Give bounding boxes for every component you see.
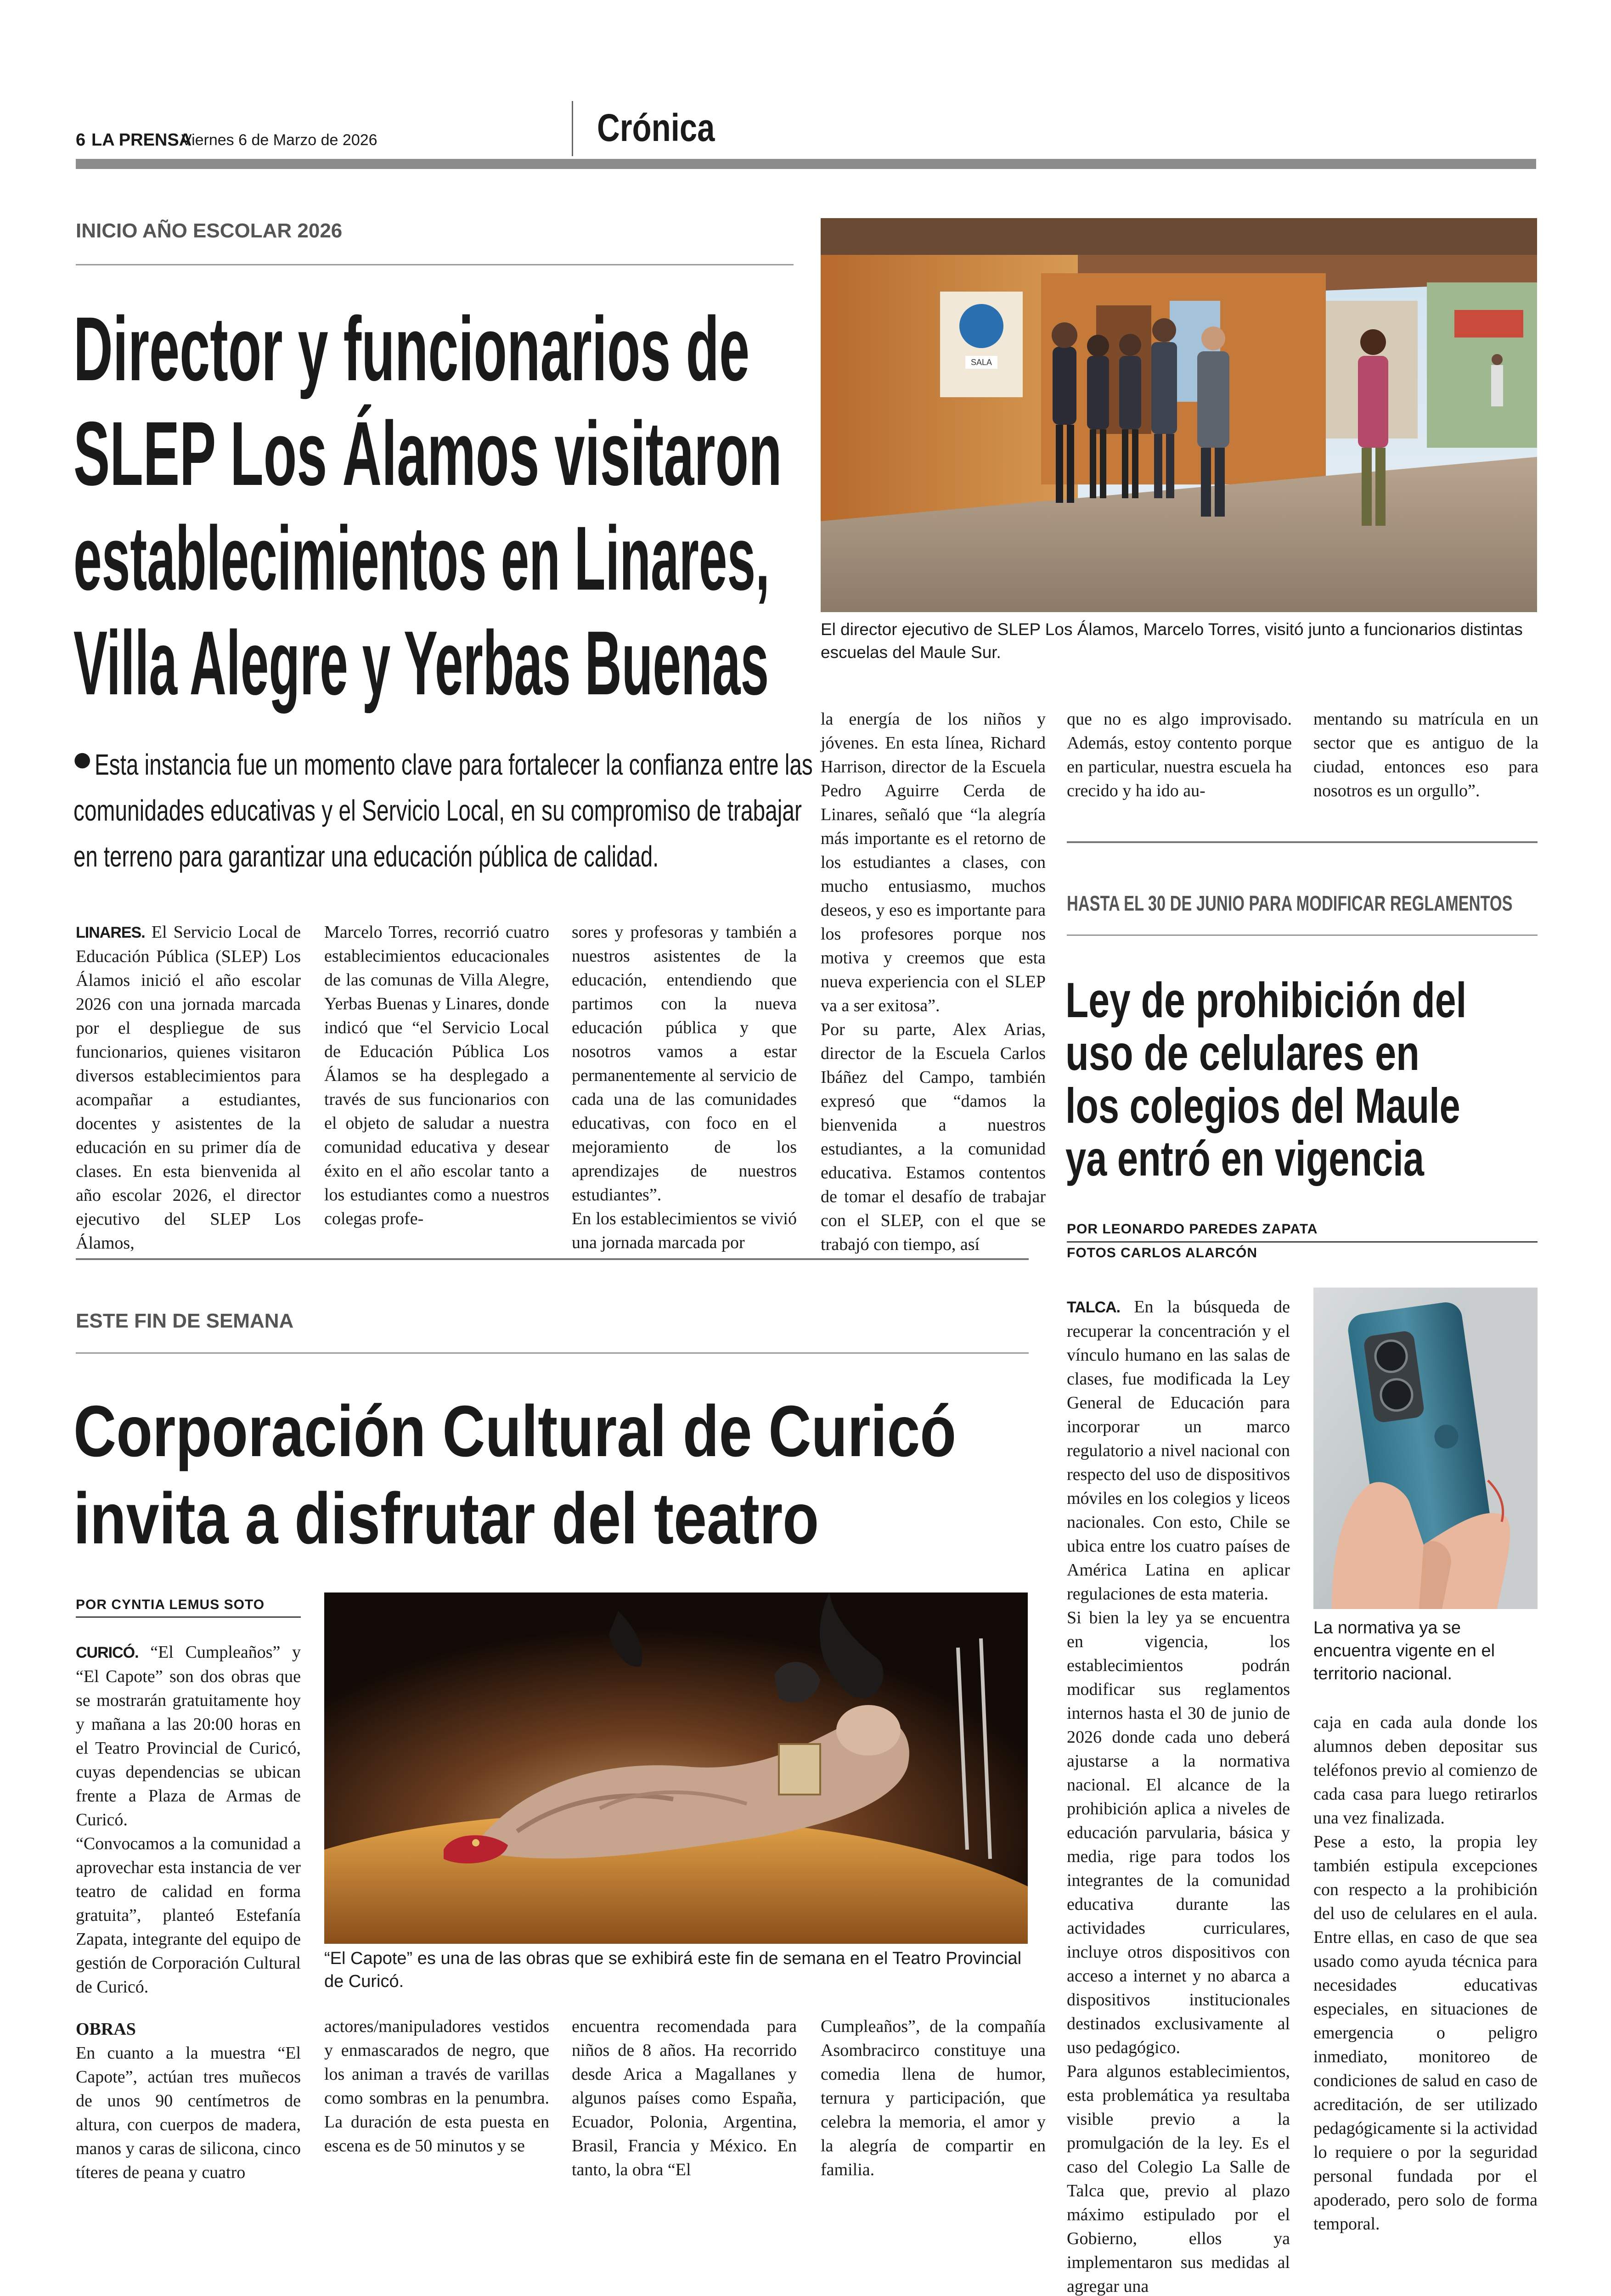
article2-col-1-p1: En la búsqueda de recuperar la concentración y el vínculo humano en las salas de clases, fue modificada la Ley General de Educación para incorporar un marco regulatorio a nivel nacional con respecto del uso de dispositivos móviles en los colegios y liceos nacionales. Con esto, Chile se ubica entre los cuatro países de América Latina en aplicar regulaciones de esta materia. [1067,1297,1290,1604]
page-number: 6 [76,130,86,150]
article2-photo-credit: FOTOS CARLOS ALARCÓN [1067,1245,1257,1261]
article2-col-1-p3: Para algunos establecimientos, esta problemática ya resultaba visible previo a la promulgación de la ley. Es el caso del Colegio La Salle de Talca que, previo al plazo máximo estipulado por el Gobierno, ellos ya implementaron sus medidas al agregar una [1067,2062,1290,2296]
article3-kicker: ESTE FIN DE SEMANA [76,1310,294,1332]
article1-col-5: que no es algo improvisado. Además, estoy contento porque en particular, nuestra escuela ha crecido y ha ido au- [1067,709,1292,800]
article3-col-2: actores/manipuladores vestidos y enmascarados de negro, que los animan a través de varillas como sombras en la penumbra. La duración de esta puesta en escena es de 50 minutos y se [324,2017,549,2155]
article1-headline-line-4: Villa Alegre y Yerbas Buenas [73,612,769,714]
article1-photo [821,218,1537,612]
article3-col-1-p2: “Convocamos a la comunidad a aprovechar esta instancia de ver teatro de calidad en forma gratuita”, planteó Estefanía Zapata, integrante del equipo de gestión de Corporación Cultural de Curicó. [76,1834,301,1997]
article3-kicker-rule [76,1352,1029,1354]
article2-headline-line-1: Ley de prohibición del [1065,972,1467,1028]
article1-col-3-p2: En los establecimientos se vivió una jornada marcada por [572,1209,797,1252]
paper-name: LA PRENSA [91,130,192,150]
article1-col-4-p1: la energía de los niños y jóvenes. En esta línea, Richard Harrison, director de la Escuela Pedro Aguirre Cerda de Linares, señaló que “la alegría más importante es el retorno de los estudiantes a clases, con mucho entusiasmo, muchos deseos, y eso es importante para los profesores porque nos motiva y creemos que esta nueva experiencia con el SLEP va a ser exitosa”. [821,709,1046,1015]
article1-kicker-rule [76,264,794,265]
article3-col-3: encuentra recomendada para niños de 8 años. Ha recorrido desde Arica a Magallanes y algunos países como España, Ecuador, Polonia, Argentina, Brasil, Francia y México. En tanto, la obra “El [572,2017,797,2179]
article1-photo-caption: El director ejecutivo de SLEP Los Álamos, Marcelo Torres, visitó junto a funcionarios distintas escuelas del Maule Sur. [821,620,1523,662]
issue-date: Viernes 6 de Marzo de 2026 [181,131,377,149]
article1-summary-line-1: Esta instancia fue un momento clave para fortalecer la confianza entre las [95,748,813,781]
article2-top-rule [1067,841,1538,843]
article2-photo [1313,1288,1538,1609]
article2-kicker: HASTA EL 30 DE JUNIO PARA MODIFICAR REGLAMENTOS [1067,891,1513,915]
article2-photo-caption: La normativa ya se encuentra vigente en el territorio nacional. [1313,1618,1495,1683]
article2-headline-line-3: los colegios del Maule [1065,1078,1460,1133]
phone-in-hand-photo [1313,1288,1538,1609]
article1-summary-line-3: en terreno para garantizar una educación pública de calidad. [73,840,659,873]
article3-photo-caption: “El Capote” es una de las obras que se exhibirá este fin de semana en el Teatro Provincial de Curicó. [324,1949,1022,1991]
article1-headline-line-1: Director y funcionarios de [73,298,750,400]
article2-kicker-rule [1067,934,1538,936]
article1-headline-line-2: SLEP Los Álamos visitaron [73,403,782,504]
article1-col-2: Marcelo Torres, recorrió cuatro establecimientos educacionales de las comunas de Villa Alegre, Yerbas Buenas y Linares, donde indicó que “el Servicio Local de Educación Pública Los Álamos se ha desplegado a través de sus funcionarios con el objeto de saludar a nuestra comunidad educativa y desear éxito en el año escolar tanto a los estudiantes como a nuestros colegas profe- [324,923,549,1228]
photo-sign-text: SALA [970,358,992,367]
article1-headline-line-3: establecimientos en Linares, [73,507,770,609]
article3-top-rule [76,1258,1029,1260]
article2-headline-line-2: uso de celulares en [1065,1025,1419,1080]
article3-subhead: OBRAS [76,2020,136,2039]
article2-byline-rule [1067,1241,1538,1243]
article2-col-2 [1313,1711,1538,2236]
article3-headline [73,1391,1038,1566]
article3-dateline: CURICÓ. [76,1644,139,1661]
article3-col-1-p1: “El Cumpleaños” y “El Capote” son dos obras que se mostrarán gratuitamente hoy y mañana a las 20:00 horas en el Teatro Provincial de Curicó, cuyas dependencias se ubican frente a Plaza de Armas de Curicó. [76,1643,301,1829]
article2-col-1-p2: Si bien la ley ya se encuentra en vigencia, los establecimientos podrán modificar sus reglamentos internos hasta el 30 de junio de 2026 donde cada uno deberá ajustarse a la normativa nacional. El alcance de la prohibición aplica a niveles de educación parvularia, básica y media, rige para todos los integrantes de la comunidad educativa durante las actividades curriculares, incluye otros dispositivos con acceso a internet y no abarca a dispositivos institucionales destinados exclusivamente al uso pedagógico. [1067,1608,1290,2057]
article3-col-4: Cumpleaños”, de la compañía Asombracirco constituye una comedia llena de humor, ternura y participación, que celebra la memoria, el amor y la alegría de compartir en familia. [821,2017,1046,2179]
article2-byline: POR LEONARDO PAREDES ZAPATA [1067,1221,1318,1237]
article1-col-3-p1: sores y profesoras y también a nuestros asistentes de la educación, entendiendo que partimos con la nueva educación pública y que nosotros vamos a estar permanentemente al servicio de cada una de las comunidades educativas, con foco en el mejoramiento de los aprendizajes de nuestros estudiantes”. [572,923,797,1204]
article2-headline [1065,974,1543,1194]
article3-col-1 [76,1640,301,2184]
article2-dateline: TALCA. [1067,1299,1121,1316]
article1-col-1 [76,920,301,1255]
article3-photo [324,1593,1028,1944]
article1-kicker: INICIO AÑO ESCOLAR 2026 [76,219,343,242]
article3-col-1-p3: En cuanto a la muestra “El Capote”, actúan tres muñecos de unos 90 centímetros de altura, con cuerpos de madera, manos y caras de silicona, cinco títeres de peana y cuatro [76,2043,301,2182]
article1-summary-line-2: comunidades educativas y el Servicio Local, en su compromiso de trabajar [73,794,802,827]
article3-byline-rule [76,1616,301,1618]
theater-puppet-photo [324,1593,1028,1944]
section-name: Crónica [597,106,715,149]
article2-headline-line-4: ya entró en vigencia [1065,1131,1424,1186]
article3-byline: POR CYNTIA LEMUS SOTO [76,1597,265,1612]
article1-col-4-p2: Por su parte, Alex Arias, director de la Escuela Carlos Ibáñez del Campo, también expresó que “damos la bienvenida a nuestros estudiantes, a la comunidad educativa. Estamos contentos de tomar el desafío de trabajar con el SLEP, con el que se trabajó con tiempo, así [821,1020,1046,1254]
article1-col-4 [821,707,1046,1256]
school-visit-photo [821,218,1537,612]
article1-headline [73,298,808,716]
article1-col-3 [572,920,797,1255]
article1-col-1-text: El Servicio Local de Educación Pública (SLEP) Los Álamos inició el año escolar 2026 con una jornada marcada por el despliegue de sus funcionarios, quienes visitaron diversos establecimientos para acompañar a estudiantes, docentes y asistentes de la educación en su primer día de clases. En esta bienvenida al año escolar 2026, el director ejecutivo del SLEP Los Álamos, [76,923,301,1253]
article2-col-2-p2: Pese a esto, la propia ley también estipula excepciones con respecto a la prohibición del uso de celulares en el aula. Entre ellas, en caso de que sea usado como ayuda técnica para necesidades educativas especiales, en situaciones de emergencia o peligro inmediato, monitoreo de condiciones de salud en caso de acreditación, de ser utilizado pedagógicamente si la actividad lo requiere o por la seguridad personal fundada por el apoderado, pero solo de forma temporal. [1313,1832,1538,2234]
article1-col-6: mentando su matrícula en un sector que es antiguo de la ciudad, entonces eso para nosotros es un orgullo”. [1313,709,1538,800]
masthead-bar [76,159,1536,169]
article1-dateline: LINARES. [76,924,145,941]
bullet-icon: ● [73,748,91,771]
article2-col-2-p1: caja en cada aula donde los alumnos deben depositar sus teléfonos previo al comienzo de cada casa para luego retirarlos una vez finalizada. [1313,1713,1538,1828]
article1-summary [73,744,813,882]
masthead-divider [572,101,573,156]
article3-headline-line-2: invita a disfrutar del teatro [73,1478,819,1559]
article3-headline-line-1: Corporación Cultural de Curicó [73,1391,957,1472]
